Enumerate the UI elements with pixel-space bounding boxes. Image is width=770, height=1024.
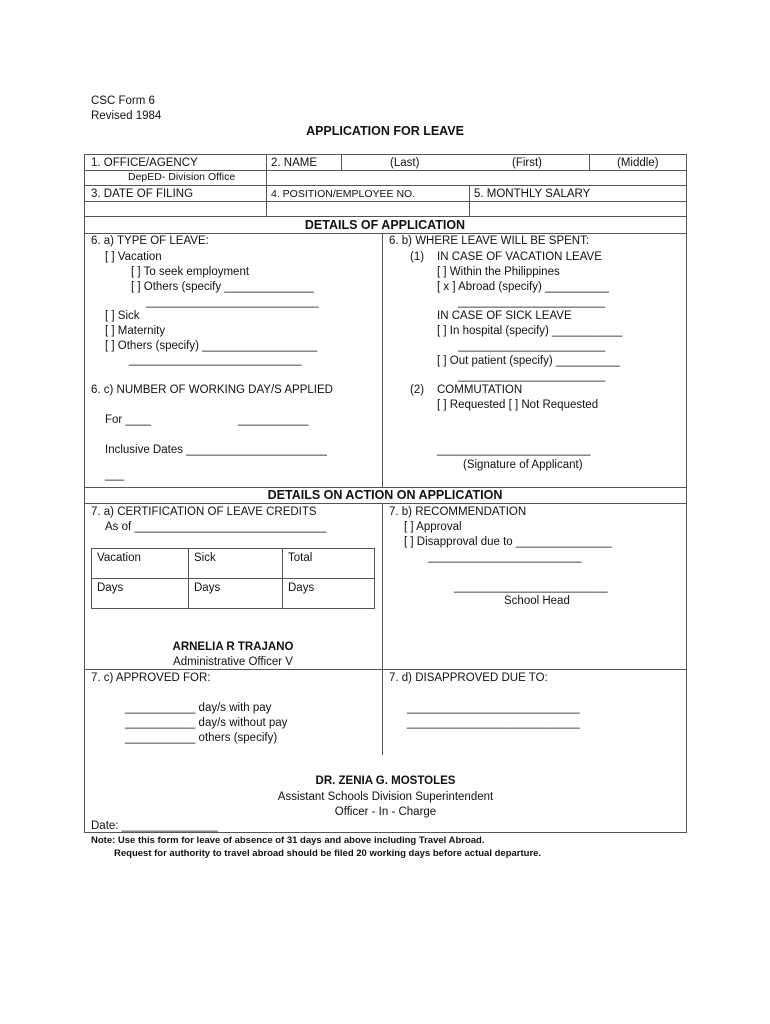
outpatient-line[interactable]: _______________________: [458, 370, 606, 382]
note-2: Request for authority to travel abroad should be filed 20 working days before actual departure.: [114, 848, 542, 859]
details-section-title: DETAILS OF APPLICATION: [304, 218, 466, 232]
applicant-signature-label: (Signature of Applicant): [463, 459, 583, 471]
credits-header-total: Total: [288, 552, 313, 564]
recommendation-label: 7. b) RECOMMENDATION: [389, 506, 527, 518]
position-label: 4. POSITION/EMPLOYEE NO.: [271, 188, 416, 200]
form-title: APPLICATION FOR LEAVE: [306, 124, 464, 138]
credits-days-vacation[interactable]: Days: [97, 582, 124, 594]
inclusive-dates-field[interactable]: Inclusive Dates ______________________: [105, 444, 327, 456]
credits-header-sick: Sick: [194, 552, 216, 564]
others-specify-checkbox[interactable]: [ ] Others (specify ______________: [131, 281, 314, 293]
signatory-title: Assistant Schools Division Superintendent: [277, 791, 494, 803]
disapproval-line[interactable]: ________________________: [428, 551, 582, 563]
signatory-role: Officer - In - Charge: [334, 806, 437, 818]
officer-title: Administrative Officer V: [173, 656, 293, 668]
disapproved-line-1[interactable]: ___________________________: [407, 702, 580, 714]
school-head-signature-line[interactable]: ________________________: [454, 581, 608, 593]
maternity-checkbox[interactable]: [ ] Maternity: [105, 325, 166, 337]
abroad-line[interactable]: _______________________: [458, 296, 606, 308]
officer-name: ARNELIA R TRAJANO: [172, 641, 294, 653]
disapproved-label: 7. d) DISAPPROVED DUE TO:: [389, 672, 548, 684]
revised-date: Revised 1984: [91, 110, 162, 122]
disapproved-line-2[interactable]: ___________________________: [407, 717, 580, 729]
type-of-leave-label: 6. a) TYPE OF LEAVE:: [91, 235, 209, 247]
others-line[interactable]: ___________________________: [146, 296, 319, 308]
office-label: 1. OFFICE/AGENCY: [91, 157, 198, 169]
credits-header-vacation: Vacation: [97, 552, 141, 564]
school-head-label: School Head: [504, 595, 570, 607]
working-days-label: 6. c) NUMBER OF WORKING DAY/S APPLIED: [91, 384, 333, 396]
name-last: (Last): [390, 157, 420, 169]
within-philippines-checkbox[interactable]: [ ] Within the Philippines: [437, 266, 560, 278]
seek-employment-checkbox[interactable]: [ ] To seek employment: [131, 266, 250, 278]
signatory-name: DR. ZENIA G. MOSTOLES: [315, 775, 456, 787]
vacation-checkbox[interactable]: [ ] Vacation: [105, 251, 162, 263]
credits-days-sick[interactable]: Days: [194, 582, 221, 594]
approved-for-label: 7. c) APPROVED FOR:: [91, 672, 211, 684]
monthly-salary-label: 5. MONTHLY SALARY: [474, 188, 591, 200]
credits-days-total[interactable]: Days: [288, 582, 315, 594]
sick-case-label: IN CASE OF SICK LEAVE: [437, 310, 572, 322]
commutation-number: (2): [410, 384, 425, 396]
note-1: Note: Use this form for leave of absence of 31 days and above including Travel Abroad.: [91, 835, 485, 846]
commutation-label: COMMUTATION: [437, 384, 523, 396]
days-with-pay-field[interactable]: ___________ day/s with pay: [125, 702, 272, 714]
abroad-checkbox[interactable]: [ x ] Abroad (specify) __________: [437, 281, 609, 293]
date-field[interactable]: Date: _______________: [91, 820, 218, 832]
inclusive-dates-continued[interactable]: ___: [105, 469, 125, 481]
as-of-field[interactable]: As of ______________________________: [105, 521, 327, 533]
vacation-case-number: (1): [410, 251, 425, 263]
commutation-options[interactable]: [ ] Requested [ ] Not Requested: [437, 399, 599, 411]
certification-label: 7. a) CERTIFICATION OF LEAVE CREDITS: [91, 506, 317, 518]
others-specify2-checkbox[interactable]: [ ] Others (specify) __________________: [105, 340, 318, 352]
for-field[interactable]: For ____: [105, 414, 152, 426]
in-hospital-checkbox[interactable]: [ ] In hospital (specify) ___________: [437, 325, 623, 337]
name-first: (First): [512, 157, 543, 169]
date-of-filing-label: 3. DATE OF FILING: [91, 188, 194, 200]
applicant-signature-line[interactable]: ________________________: [437, 444, 591, 456]
name-label: 2. NAME: [271, 157, 318, 169]
office-value[interactable]: DepED- Division Office: [128, 171, 236, 183]
name-middle: (Middle): [617, 157, 659, 169]
form-id: CSC Form 6: [91, 95, 155, 107]
out-patient-checkbox[interactable]: [ ] Out patient (specify) __________: [437, 355, 620, 367]
days-without-pay-field[interactable]: ___________ day/s without pay: [125, 717, 288, 729]
sick-checkbox[interactable]: [ ] Sick: [105, 310, 140, 322]
others-specify-field[interactable]: ___________ others (specify): [125, 732, 278, 744]
disapproval-checkbox[interactable]: [ ] Disapproval due to _______________: [404, 536, 612, 548]
others-line2[interactable]: ___________________________: [129, 354, 302, 366]
action-section-title: DETAILS ON ACTION ON APPLICATION: [267, 488, 503, 502]
hospital-line[interactable]: _______________________: [458, 340, 606, 352]
for-line[interactable]: ___________: [238, 414, 309, 426]
vacation-case-label: IN CASE OF VACATION LEAVE: [437, 251, 602, 263]
approval-checkbox[interactable]: [ ] Approval: [404, 521, 462, 533]
where-leave-label: 6. b) WHERE LEAVE WILL BE SPENT:: [389, 235, 590, 247]
